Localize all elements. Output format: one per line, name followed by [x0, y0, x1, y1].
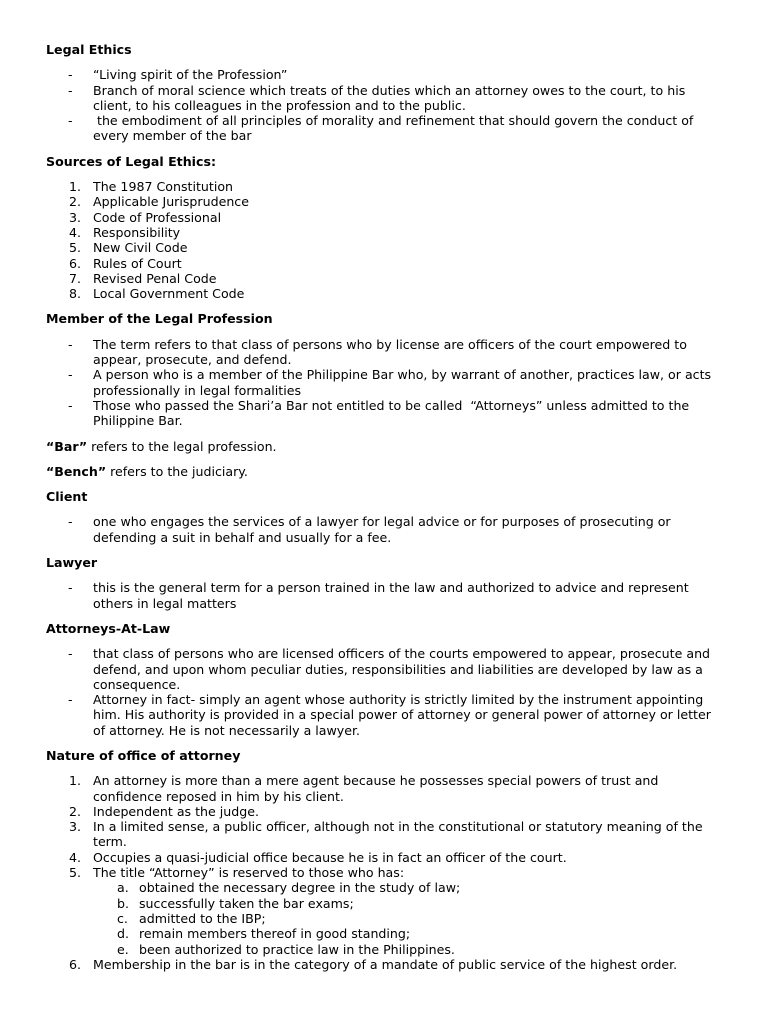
term-bar: “Bar” — [46, 438, 88, 454]
section-lawyer — [46, 555, 722, 611]
sublist-item — [93, 896, 722, 911]
list-item-text: Independent as the judge. — [93, 803, 260, 819]
number-marker: 6. — [69, 956, 82, 972]
list-item-text: New Civil Code — [93, 240, 188, 256]
numbered-list — [46, 773, 722, 972]
section-heading: Attorneys-At-Law — [46, 620, 171, 636]
list-item-text: Responsibility — [93, 224, 181, 240]
list-item — [46, 179, 722, 194]
dash-marker: - — [68, 514, 73, 530]
section-member — [46, 311, 722, 428]
number-marker: 5. — [69, 865, 82, 881]
number-marker: 5. — [69, 240, 82, 256]
list-item-text: Occupies a quasi-judicial office because he is in fact an officer of the court. — [93, 849, 567, 865]
bullet-list — [46, 580, 722, 611]
sublist-item — [93, 926, 722, 941]
section-heading: Lawyer — [46, 555, 98, 571]
section-heading: Nature of office of attorney — [46, 747, 241, 763]
letter-marker: c. — [117, 910, 128, 926]
sublist-item — [93, 942, 722, 957]
number-marker: 4. — [69, 849, 82, 865]
bullet-list — [46, 646, 722, 738]
bullet-list — [46, 67, 722, 143]
list-item-text: In a limited sense, a public officer, although not in the constitutional or statutory meaning of the term. — [93, 819, 703, 850]
dash-marker: - — [68, 67, 73, 83]
list-item — [46, 286, 722, 301]
definition-text: refers to the judiciary. — [106, 463, 248, 479]
number-marker: 4. — [69, 224, 82, 240]
term-bench: “Bench” — [46, 463, 107, 479]
letter-marker: e. — [117, 941, 129, 957]
letter-marker: d. — [117, 926, 129, 942]
list-item — [46, 271, 722, 286]
list-item-text: the embodiment of all principles of morality and refinement that should govern the conduct of every member of the bar — [93, 113, 698, 144]
list-item-text: “Living spirit of the Profession” — [93, 67, 288, 83]
list-item-text: Membership in the bar is in the category of a mandate of public service of the highest order. — [93, 956, 678, 972]
list-item — [46, 337, 722, 368]
numbered-list — [46, 179, 722, 301]
list-item-text: The term refers to that class of persons who by license are officers of the court empowered to appear, prosecute, and defend. — [93, 336, 687, 368]
dash-marker: - — [68, 692, 73, 708]
definition-text: refers to the legal profession. — [87, 438, 277, 454]
number-marker: 1. — [69, 773, 82, 789]
letter-marker: b. — [117, 895, 129, 911]
list-item — [46, 225, 722, 240]
sublist-item-text: remain members thereof in good standing; — [139, 926, 411, 942]
number-marker: 7. — [69, 270, 82, 286]
number-marker: 1. — [69, 179, 82, 195]
section-heading: Client — [46, 489, 88, 505]
list-item — [46, 646, 722, 692]
list-item — [46, 580, 722, 611]
dash-marker: - — [68, 113, 73, 129]
bar-definition — [46, 439, 722, 454]
list-item — [46, 819, 722, 850]
sublist-item-text: obtained the necessary degree in the study of law; — [139, 880, 461, 896]
list-item-text: this is the general term for a person trained in the law and authorized to advice and represent others in legal matters — [93, 580, 689, 611]
number-marker: 2. — [69, 194, 82, 210]
section-legal-ethics — [46, 42, 722, 144]
dash-marker: - — [68, 336, 73, 352]
section-heading: Sources of Legal Ethics: — [46, 153, 216, 169]
list-item — [46, 240, 722, 255]
bench-definition — [46, 464, 722, 479]
list-item-text: that class of persons who are licensed officers of the courts empowered to appear, prosecute and defend, and upon whom peculiar duties, responsibilities and liabilities are developed by law as a consequence. — [93, 646, 711, 692]
list-item — [46, 83, 722, 114]
dash-marker: - — [68, 397, 73, 413]
list-item — [46, 256, 722, 271]
dash-marker: - — [68, 646, 73, 662]
list-item-text: An attorney is more than a mere agent because he possesses special powers of trust and confidence reposed in him by his client. — [93, 773, 659, 804]
list-item-text: Code of Professional — [93, 209, 222, 225]
section-heading: Member of the Legal Profession — [46, 311, 273, 327]
section-attorneys-at-law — [46, 621, 722, 738]
list-item-text: A person who is a member of the Philippine Bar who, by warrant of another, practices law, or acts professionally in legal formalities — [93, 367, 712, 398]
number-marker: 2. — [69, 803, 82, 819]
bullet-list — [46, 514, 722, 545]
list-item-text: Applicable Jurisprudence — [93, 194, 249, 210]
list-item — [46, 367, 722, 398]
list-item — [46, 957, 722, 972]
list-item — [46, 804, 722, 819]
list-item-text: one who engages the services of a lawyer for legal advice or for purposes of prosecuting or defending a suit in behalf and usually for a fee. — [93, 514, 671, 545]
list-item — [46, 194, 722, 209]
list-item-text: Revised Penal Code — [93, 270, 217, 286]
list-item — [46, 113, 722, 144]
lettered-sublist — [93, 880, 722, 956]
number-marker: 6. — [69, 255, 82, 271]
list-item-text: Rules of Court — [93, 255, 182, 271]
list-item-text: Attorney in fact- simply an agent whose authority is strictly limited by the instrument appointing him. His authority is provided in a special power of attorney or general power of attorney or letter of attorney. He is not necessarily a lawyer. — [93, 692, 711, 738]
list-item — [46, 210, 722, 225]
sublist-item — [93, 880, 722, 895]
number-marker: 8. — [69, 286, 82, 302]
letter-marker: a. — [117, 880, 129, 896]
list-item-text: The 1987 Constitution — [93, 179, 234, 195]
section-sources — [46, 154, 722, 302]
number-marker: 3. — [69, 819, 82, 835]
list-item — [46, 692, 722, 738]
list-item — [46, 865, 722, 957]
list-item-text: Local Government Code — [93, 286, 245, 302]
sublist-item-text: admitted to the IBP; — [139, 910, 266, 926]
section-nature-of-office — [46, 748, 722, 972]
sublist-item-text: been authorized to practice law in the Philippines. — [139, 941, 455, 957]
section-heading: Legal Ethics — [46, 42, 132, 57]
bullet-list — [46, 337, 722, 429]
list-item — [46, 773, 722, 804]
dash-marker: - — [68, 82, 73, 98]
sublist-item — [93, 911, 722, 926]
dash-marker: - — [68, 367, 73, 383]
list-item-text: Those who passed the Shari’a Bar not entitled to be called “Attorneys” unless admitted to the Philippine Bar. — [93, 397, 694, 429]
dash-marker: - — [68, 580, 73, 596]
list-item — [46, 398, 722, 429]
section-client — [46, 489, 722, 545]
number-marker: 3. — [69, 209, 82, 225]
list-item — [46, 850, 722, 865]
sublist-item-text: successfully taken the bar exams; — [139, 895, 354, 911]
list-item — [46, 67, 722, 82]
list-item-text: Branch of moral science which treats of the duties which an attorney owes to the court, to his client, to his colleagues in the profession and to the public. — [93, 82, 686, 113]
list-item-text: The title “Attorney” is reserved to those who has: — [93, 865, 405, 881]
list-item — [46, 514, 722, 545]
